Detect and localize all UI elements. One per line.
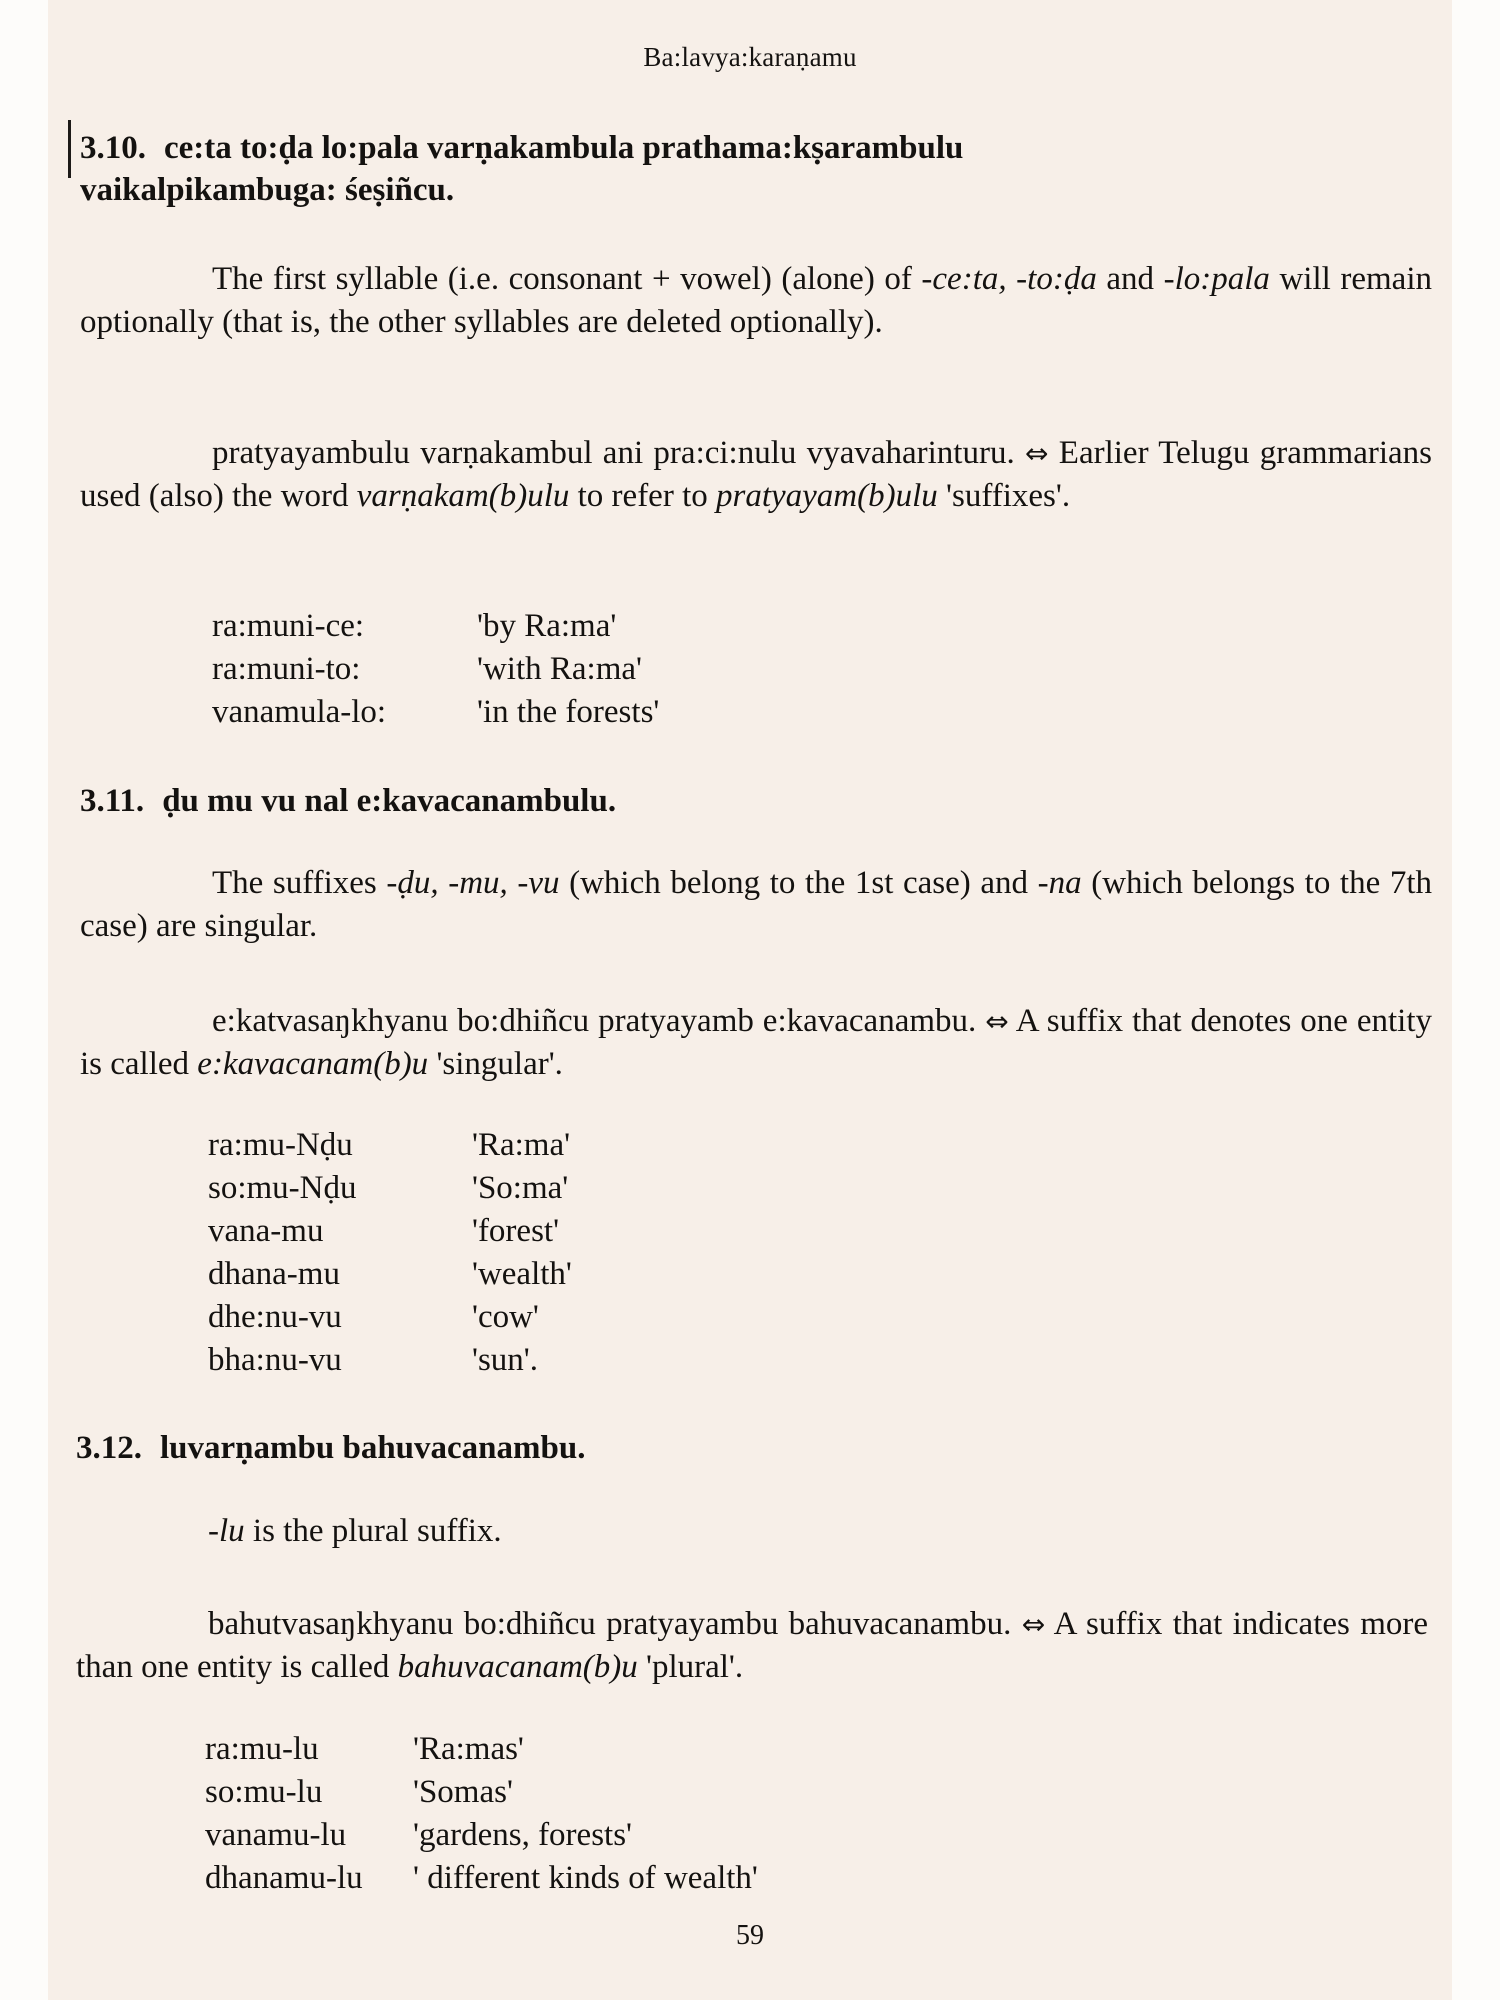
example-gloss: 'Ra:ma'	[472, 1127, 571, 1163]
example-gloss: 'Somas'	[413, 1774, 513, 1810]
text-run: 'suffixes'.	[937, 478, 1071, 514]
example-gloss: 'Ra:mas'	[413, 1731, 524, 1767]
running-head: Ba:lavya:karaṇamu	[643, 42, 857, 72]
italic-term: bahuvacanam(b)u	[397, 1649, 638, 1685]
examples-3-11	[208, 1124, 1108, 1382]
example-form: so:mu-Nḍu	[208, 1170, 357, 1206]
example-form: ra:muni-ce:	[212, 608, 365, 644]
italic-term: -ce:ta, -to:ḍa	[921, 261, 1097, 297]
example-row	[208, 1339, 572, 1382]
heading-line-1: ce:ta to:ḍa lo:pala varṇakambula prathama:kṣarambulu	[164, 130, 964, 166]
section-heading	[80, 127, 1432, 211]
body-paragraph	[80, 432, 1432, 518]
example-form: dhanamu-lu	[205, 1860, 363, 1896]
example-gloss: 'cow'	[472, 1299, 539, 1335]
heading-line-2: vaikalpikambuga: śeṣiñcu.	[80, 172, 455, 208]
italic-term: -na	[1037, 865, 1082, 901]
example-form: vanamu-lu	[205, 1817, 347, 1853]
text-run: (which belong to the 1st case) and	[559, 865, 1038, 901]
example-gloss: 'in the forests'	[477, 694, 660, 730]
body-paragraph	[76, 1603, 1428, 1689]
example-row	[208, 1253, 572, 1296]
paragraph-3-10-a	[80, 258, 1432, 344]
example-list	[205, 1728, 758, 1900]
paragraph-3-10-b	[80, 432, 1432, 518]
section-number: 3.12.	[76, 1430, 142, 1466]
heading-line-1: ḍu mu vu nal e:kavacanambulu.	[162, 783, 617, 819]
italic-term: -ḍu, -mu, -vu	[386, 865, 560, 901]
example-row	[205, 1857, 758, 1900]
example-gloss: 'gardens, forests'	[413, 1817, 632, 1853]
text-run: (which belongs to the 7th case) are singular.	[80, 865, 1433, 944]
example-form: vanamula-lo:	[212, 694, 387, 730]
italic-term: -lo:pala	[1163, 261, 1270, 297]
body-paragraph	[76, 1510, 1428, 1553]
heading-line-1: luvarṇambu bahuvacanambu.	[160, 1430, 586, 1466]
section-number: 3.11.	[80, 783, 145, 819]
example-row	[208, 1124, 572, 1167]
text-run: The suffixes	[212, 865, 387, 901]
section-number: 3.10.	[80, 130, 146, 166]
example-gloss: 'forest'	[472, 1213, 560, 1249]
section-3-10	[80, 127, 1432, 211]
text-run: e:katvasaŋkhyanu bo:dhiñcu pratyayamb e:kavacanambu.	[212, 1003, 986, 1039]
example-row	[205, 1814, 758, 1857]
example-gloss: 'So:ma'	[472, 1170, 569, 1206]
italic-term: e:kavacanam(b)u	[197, 1046, 429, 1082]
text-run: pratyayambulu varṇakambul ani pra:ci:nulu vyavaharinturu.	[212, 435, 1026, 471]
example-row	[208, 1296, 572, 1339]
text-run: 'singular'.	[428, 1046, 563, 1082]
section-3-12	[76, 1427, 1428, 1469]
example-row	[212, 605, 659, 648]
paragraph-3-11-a	[80, 862, 1432, 948]
paragraph-3-12-a	[76, 1510, 1428, 1553]
examples-3-12	[205, 1728, 1105, 1900]
text-run: will remain optionally (that is, the other syllables are deleted optionally).	[80, 261, 1432, 340]
examples-3-10	[212, 605, 1112, 734]
paragraph-3-11-b	[80, 1000, 1432, 1086]
paragraph-3-12-b	[76, 1603, 1428, 1689]
margin-rule	[68, 120, 71, 178]
example-row	[208, 1167, 572, 1210]
double-arrow-icon: ⇔	[1021, 1608, 1046, 1641]
example-gloss: ' different kinds of wealth'	[413, 1860, 758, 1896]
text-run: bahutvasaŋkhyanu bo:dhiñcu pratyayambu bahuvacanambu.	[208, 1606, 1022, 1642]
example-gloss: 'by Ra:ma'	[477, 608, 617, 644]
example-gloss: 'with Ra:ma'	[477, 651, 642, 687]
text-run: 'plural'.	[637, 1649, 744, 1685]
example-form: bha:nu-vu	[208, 1342, 342, 1378]
text-run: Earlier Telugu grammarians used (also) the word	[80, 435, 1433, 514]
double-arrow-icon: ⇔	[985, 1005, 1009, 1038]
example-gloss: 'sun'.	[472, 1342, 538, 1378]
example-row	[205, 1728, 758, 1771]
page-number: 59	[736, 1920, 764, 1951]
italic-term: -lu	[208, 1513, 245, 1549]
text-run: A suffix that denotes one entity is called	[80, 1003, 1432, 1082]
example-form: dhe:nu-vu	[208, 1299, 342, 1335]
text-run: to refer to	[569, 478, 716, 514]
double-arrow-icon: ⇔	[1025, 437, 1049, 470]
example-row	[205, 1771, 758, 1814]
example-row	[212, 691, 659, 734]
example-form: dhana-mu	[208, 1256, 340, 1292]
example-list	[212, 605, 659, 734]
text-run: The first syllable (i.e. consonant + vowel) (alone) of	[212, 261, 922, 297]
example-row	[208, 1210, 572, 1253]
italic-term: pratyayam(b)ulu	[716, 478, 938, 514]
example-gloss: 'wealth'	[472, 1256, 572, 1292]
section-heading	[80, 780, 1432, 822]
section-3-11	[80, 780, 1432, 822]
text-run: is the plural suffix.	[244, 1513, 502, 1549]
text-run: and	[1096, 261, 1164, 297]
body-paragraph	[80, 1000, 1432, 1086]
example-form: ra:mu-lu	[205, 1731, 319, 1767]
body-paragraph	[80, 258, 1432, 344]
example-row	[212, 648, 659, 691]
section-heading	[76, 1427, 1428, 1469]
example-form: vana-mu	[208, 1213, 324, 1249]
example-list	[208, 1124, 572, 1382]
italic-term: varṇakam(b)ulu	[356, 478, 570, 514]
body-paragraph	[80, 862, 1432, 948]
example-form: so:mu-lu	[205, 1774, 323, 1810]
example-form: ra:muni-to:	[212, 651, 361, 687]
text-run: A suffix that indicates more than one entity is called	[76, 1606, 1429, 1685]
example-form: ra:mu-Nḍu	[208, 1127, 353, 1163]
